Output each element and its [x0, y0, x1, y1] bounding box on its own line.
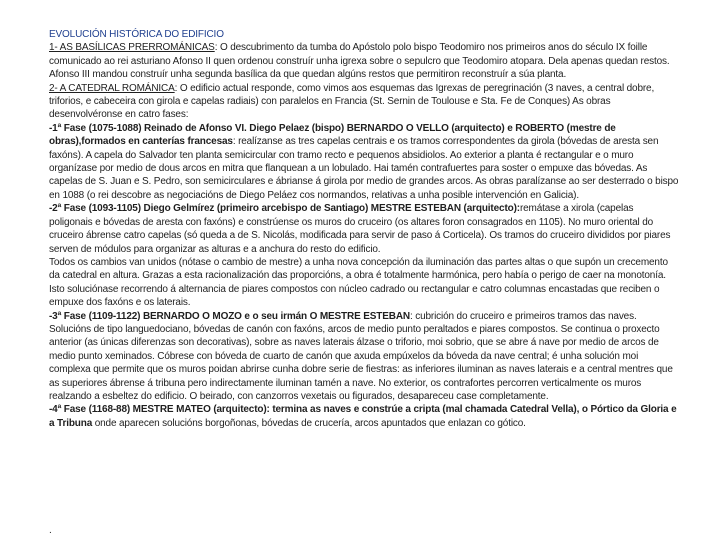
phase-heading: -3ª Fase (1109-1122) BERNARDO O MOZO e o seu irmán O MESTRE ESTEBAN — [49, 310, 410, 322]
phase-text: : cubrición do cruceiro e primeiros tramos das naves. Solucións de tipo languedociano, bóvedas de canón con faxóns, arcos de medio punto peraltados e piares compostos. Se continua o proxecto anterior (as únicas diferenzas son decorativas), sobre as naves laterais álzase o triforio, moi sobrio, que se abre á nave por medio de arcos de medio punto xeminados. Cóbrese con bóveda de cuarto de canón que axuda empúxelos da bóveda da nave central; é unha solución moi complexa que permite que os muros poidan abrirse cunha dobre serie de fiestras: as inferiores iluminan as naves laterais e a central mentres que as superiores ábrense á tribuna pero indirectamente iluminan tamén a nave. No exterior, os contrafortes percorren verticalmente os muros realzando a esbeltez do edificio. O beirado, con canzorros vexetais ou figurados, desapareceu case completamente. — [49, 310, 673, 402]
section-romanica — [49, 82, 679, 122]
phase-text: onde aparecen solucións borgoñonas, bóvedas de crucería, arcos apuntados que enlazan co gótico. — [92, 417, 526, 429]
phase-heading: -1ª Fase (1075-1088) Reinado de Afonso VI. Diego Pelaez (bispo) BERNARDO O VELLO (arquitecto) e ROBERTO (mestre de obras),formados en canterías francesas — [49, 122, 616, 148]
phase-text: : realízanse as tres capelas centrais e os tramos correspondentes da girola (bóvedas de aresta sen faxóns). A capela do Salvador ten planta semicircular con tramo recto e pequenos absidiolos. Ao exterior a planta é rectangular e o muro organízase por medio de dous arcos en mitra que flanquean a un lobulado. Hai tamén contrafuertes para soster o empuxe das bóvedas. As capelas de S. Juan e S. Pedro, son semicirculares e ábrianse á girola por medio de grandes arcos. As obras paralízanse ao ser desterrado o bispo en 1088 (o rei descobre as negociacións de Diego Peláez cos normandos, relativas a unha posible intervención en Galicia). — [49, 136, 679, 201]
section-text: : O descubrimento da tumba do Apóstolo polo bispo Teodomiro nos primeiros anos do século IX foille comunicado ao rei asturiano Afonso II quen ordenou construír unha igrexa sobre o sepulcro que Teodomiro atopara. Dela apenas quedan restos. Afonso III mandou construír unha segunda basílica da que quedan algúns restos que permitiron reconstruír a súa planta. — [49, 42, 670, 81]
phase-4 — [49, 403, 679, 430]
section-heading: 1- AS BASÍLICAS PRERROMÁNICAS — [49, 42, 215, 54]
phase-heading: -2ª Fase (1093-1105) Diego Gelmírez (primeiro arcebispo de Santiago) MESTRE ESTEBAN (arquitecto): — [49, 203, 520, 215]
phase-2-continued: Todos os cambios van unidos (nótase o cambio de mestre) a unha nova concepción da iluminación das partes altas o que supón un crecemento da catedral en altura. Grazas a esta racionalización das proporcións, a obra é totalmente harmónica, pero había o perigo de caer na monotonía. Isto soluciónase recorrendo á alternancia de piares compostos con núcleo cadrado ou rectangular e catro columnas encastadas que reciben o empuxe dos faxóns e os laterais. — [49, 256, 668, 309]
section-prerromanicas — [49, 41, 679, 81]
phase-3 — [49, 310, 679, 404]
phase-heading: -4ª Fase (1168-88) MESTRE MATEO (arquitecto): termina as naves e constrúe a cripta (mal chamada Catedral Vella), o Pórtico da Gloria e a Tribuna — [49, 404, 677, 429]
footer-dot: . — [49, 525, 52, 536]
section-heading: 2- A CATEDRAL ROMÁNICA — [49, 82, 175, 94]
page-title: EVOLUCIÓN HISTÓRICA DO EDIFICIO — [49, 29, 224, 40]
section-text: : O edificio actual responde, como vimos aos esquemas das Igrexas de peregrinación (3 naves, a central dobre, triforios, e cabeceira con girola e capelas radiais) con paralelos en Francia (St. Sernin de Toulouse e Sta. Fe de Conques) As obras desenvolvéronse en catro fases: — [49, 82, 655, 121]
text-block — [49, 28, 679, 430]
phase-1 — [49, 122, 679, 202]
phase-text: remátase a xirola (capelas poligonais e bóvedas de aresta con faxóns) e constrúense os muros do cruceiro (os altares foron consagrados en 1105). No muro oriental do cruceiro ábrense catro capelas (só queda a de S. Nicolás, modificada para servir de paso á Corticela). Os tramos do cruceiro divididos por piares serven de módulos para organizar as alturas e a anchura do resto do edificio. — [49, 203, 671, 255]
phase-2 — [49, 202, 679, 256]
